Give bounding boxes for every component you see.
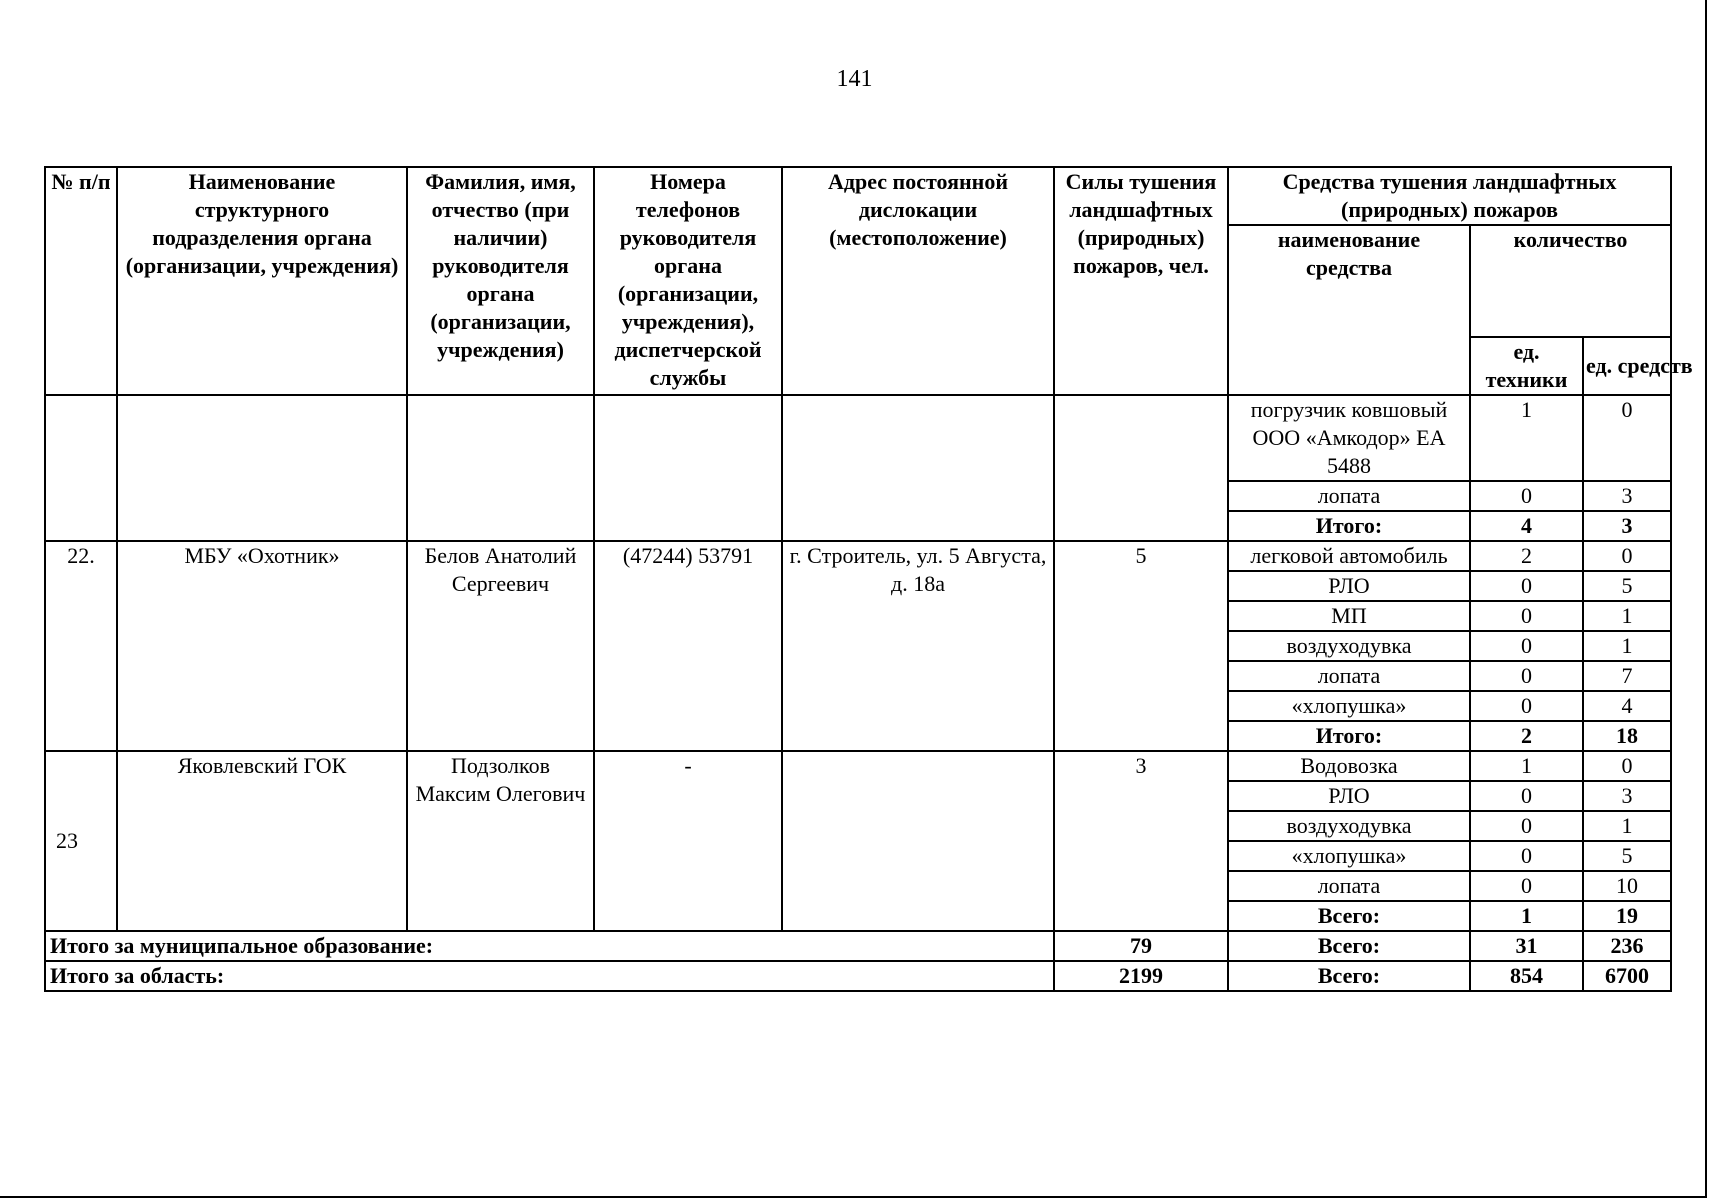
region-total-word: Всего: [1228, 961, 1470, 991]
header-forces: Силы тушения ландшафтных (природных) пожаров, чел. [1054, 167, 1228, 395]
header-means-name: наименование средства [1228, 225, 1470, 395]
region-total-forces: 2199 [1054, 961, 1228, 991]
means-cell: 1 [1583, 631, 1671, 661]
header-num: № п/п [45, 167, 117, 395]
means-cell: 10 [1583, 871, 1671, 901]
total-label-cell: Итого: [1228, 721, 1470, 751]
org-address-cell [782, 751, 1054, 931]
cell-empty [1054, 395, 1228, 541]
org-head-cell: Белов Анатолий Сергеевич [407, 541, 594, 751]
means-cell: 5 [1583, 841, 1671, 871]
means-cell: 0 [1583, 751, 1671, 781]
means-name-cell: «хлопушка» [1228, 691, 1470, 721]
means-cell: 5 [1583, 571, 1671, 601]
org-phone-cell: (47244) 53791 [594, 541, 782, 751]
org-forces-cell: 5 [1054, 541, 1228, 751]
means-cell: 1 [1583, 811, 1671, 841]
means-name-cell: МП [1228, 601, 1470, 631]
means-name-cell: «хлопушка» [1228, 841, 1470, 871]
cell-empty [407, 395, 594, 541]
municipal-total-means: 236 [1583, 931, 1671, 961]
org-name-cell: МБУ «Охотник» [117, 541, 407, 751]
region-total-means: 6700 [1583, 961, 1671, 991]
means-name-cell: Водовозка [1228, 751, 1470, 781]
tech-cell: 1 [1470, 751, 1583, 781]
header-name: Наименование структурного подразделения органа (организации, учреждения) [117, 167, 407, 395]
total-tech-cell: 2 [1470, 721, 1583, 751]
org-forces-cell: 3 [1054, 751, 1228, 931]
tech-cell: 2 [1470, 541, 1583, 571]
total-tech-cell: 4 [1470, 511, 1583, 541]
cell-empty [117, 395, 407, 541]
means-name-cell: лопата [1228, 871, 1470, 901]
means-name-cell: погрузчик ковшовый ООО «Амкодор» ЕА 5488 [1228, 395, 1470, 481]
municipal-total-label: Итого за муниципальное образование: [45, 931, 1054, 961]
municipal-total-row [45, 931, 1671, 961]
header-row-1 [45, 167, 1671, 225]
org-phone-cell: - [594, 751, 782, 931]
means-cell: 0 [1583, 541, 1671, 571]
header-means: Средства тушения ландшафтных (природных) пожаров [1228, 167, 1671, 225]
total-means-cell: 18 [1583, 721, 1671, 751]
tech-cell: 0 [1470, 811, 1583, 841]
tech-cell: 0 [1470, 691, 1583, 721]
tech-cell: 1 [1470, 395, 1583, 481]
header-quantity: количество [1470, 225, 1671, 337]
means-cell: 4 [1583, 691, 1671, 721]
total-label-cell: Всего: [1228, 901, 1470, 931]
tech-cell: 0 [1470, 841, 1583, 871]
tech-cell: 0 [1470, 661, 1583, 691]
org-head-cell: Подзолков Максим Олегович [407, 751, 594, 931]
org-address-cell: г. Строитель, ул. 5 Августа, д. 18а [782, 541, 1054, 751]
header-head: Фамилия, имя, отчество (при наличии) руководителя органа (организации, учреждения) [407, 167, 594, 395]
means-cell: 3 [1583, 781, 1671, 811]
means-name-cell: лопата [1228, 661, 1470, 691]
tech-cell: 0 [1470, 631, 1583, 661]
total-means-cell: 3 [1583, 511, 1671, 541]
municipal-total-word: Всего: [1228, 931, 1470, 961]
municipal-total-tech: 31 [1470, 931, 1583, 961]
fire-resources-table [44, 166, 1693, 992]
total-means-cell: 19 [1583, 901, 1671, 931]
means-name-cell: воздуходувка [1228, 811, 1470, 841]
total-tech-cell: 1 [1470, 901, 1583, 931]
table-row [45, 541, 1671, 571]
tech-cell: 0 [1470, 871, 1583, 901]
header-units-means: ед. средств [1583, 337, 1671, 395]
means-cell: 7 [1583, 661, 1671, 691]
means-name-cell: РЛО [1228, 781, 1470, 811]
means-name-cell: РЛО [1228, 571, 1470, 601]
header-phones: Номера телефонов руководителя органа (организации, учреждения), диспетчерской службы [594, 167, 782, 395]
region-total-row [45, 961, 1671, 991]
region-total-tech: 854 [1470, 961, 1583, 991]
tech-cell: 0 [1470, 571, 1583, 601]
region-total-label: Итого за область: [45, 961, 1054, 991]
org-num-cell: 23 [45, 751, 117, 931]
means-cell: 3 [1583, 481, 1671, 511]
table-row [45, 395, 1671, 481]
table-row [45, 751, 1671, 781]
header-address: Адрес постоянной дислокации (местоположение) [782, 167, 1054, 395]
cell-empty [782, 395, 1054, 541]
org-num-cell: 22. [45, 541, 117, 751]
tech-cell: 0 [1470, 601, 1583, 631]
cell-empty [594, 395, 782, 541]
means-cell: 0 [1583, 395, 1671, 481]
header-units-tech: ед. техники [1470, 337, 1583, 395]
means-name-cell: лопата [1228, 481, 1470, 511]
means-cell: 1 [1583, 601, 1671, 631]
municipal-total-forces: 79 [1054, 931, 1228, 961]
org-name-cell: Яковлевский ГОК [117, 751, 407, 931]
tech-cell: 0 [1470, 481, 1583, 511]
tech-cell: 0 [1470, 781, 1583, 811]
means-name-cell: легковой автомобиль [1228, 541, 1470, 571]
total-label-cell: Итого: [1228, 511, 1470, 541]
means-name-cell: воздуходувка [1228, 631, 1470, 661]
page-number: 141 [836, 66, 873, 92]
cell-empty [45, 395, 117, 541]
